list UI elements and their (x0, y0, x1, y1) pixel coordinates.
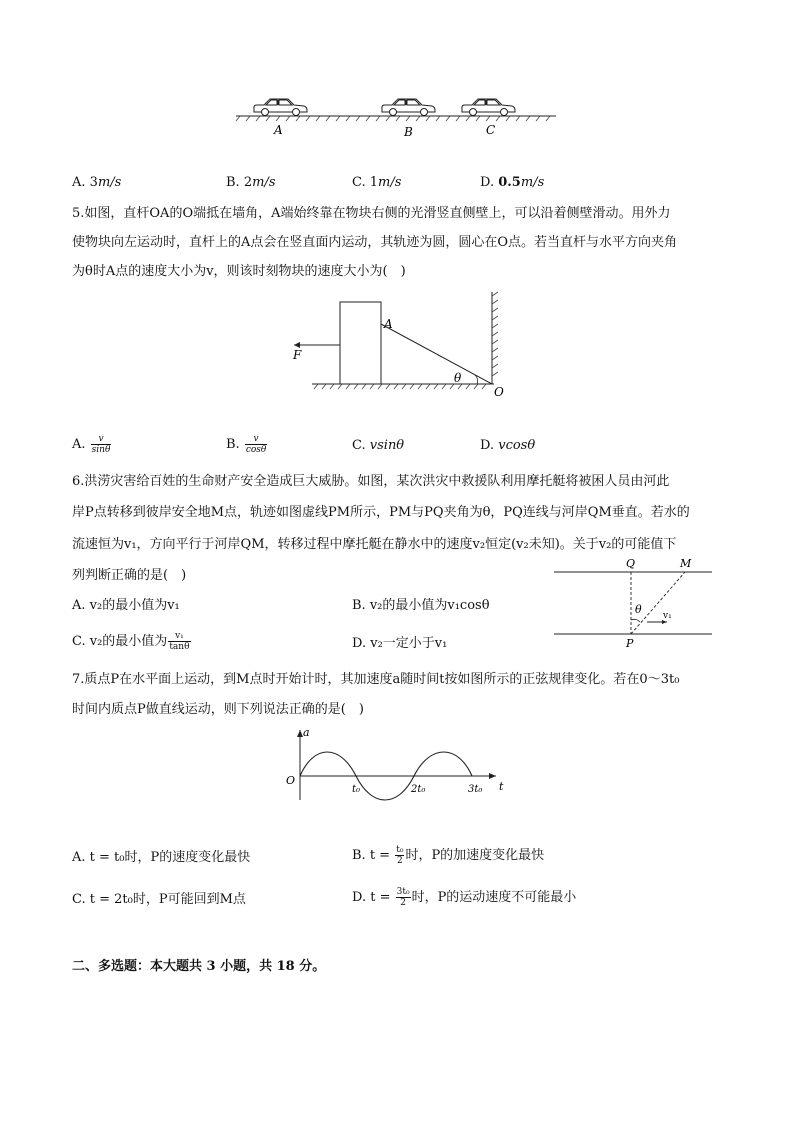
q7-stem-line1: 7.质点P在水平面上运动，到M点时开始计时，其加速度a随时间t按如图所示的正弦规律变化。若在0～3t₀ (72, 672, 680, 687)
car-icon (382, 99, 435, 116)
svg-text:t: t (499, 780, 504, 793)
label-c: C (486, 123, 496, 137)
q6-stem-line4: 列判断正确的是( ) (72, 568, 187, 583)
q5-option-a[interactable]: A. $\frac{v}{\sin\theta}$ (72, 434, 111, 455)
q5-stem-line3: 为θ时A点的速度大小为v，则该时刻物块的速度大小为( ) (72, 264, 406, 279)
svg-text:v₁: v₁ (663, 611, 672, 621)
svg-text:t₀: t₀ (352, 784, 361, 795)
svg-text:θ: θ (454, 371, 462, 385)
section-2-heading: 二、多选题：本大题共 3 小题，共 18 分。 (72, 959, 326, 974)
svg-text:3t₀: 3t₀ (468, 784, 483, 795)
q6-figure (552, 556, 717, 650)
q4-option-b[interactable]: B. 2m/s (226, 175, 276, 190)
q4-option-c[interactable]: C. 1m/s (352, 175, 402, 190)
q6-option-d[interactable]: D. v₂一定小于v₁ (352, 636, 448, 651)
q6-stem-line1: 6.洪涝灾害给百姓的生命财产安全造成巨大威胁。如图，某次洪灾中救援队利用摩托艇将被困人员由河此 (72, 474, 670, 489)
q7-option-d[interactable]: D. t = $\frac{\text{3t₀}}{2}$ 时，P的运动速度不可能最小 (352, 887, 577, 908)
svg-text:Q: Q (626, 557, 636, 570)
q4-option-d[interactable]: D. 0.5m/s (480, 175, 545, 190)
q5-option-d[interactable]: D. vcosθ (480, 438, 536, 453)
svg-text:a: a (303, 726, 310, 739)
q7-option-b[interactable]: B. t = $\frac{\text{t₀}}{2}$ 时，P的加速度变化最快 (352, 845, 545, 866)
q5-option-b[interactable]: B. $\frac{v}{\cos\theta}$ (226, 434, 267, 455)
q5-figure (280, 290, 510, 400)
q6-option-a[interactable]: A. v₂的最小值为v₁ (72, 598, 180, 613)
q6-option-c[interactable]: C. v₂的最小值为 $\frac{\text{v₁}}{\tan\theta}$ (72, 631, 190, 652)
car-icon (462, 99, 515, 116)
q5-option-c[interactable]: C. vsinθ (352, 438, 405, 453)
q7-option-a[interactable]: A. t = t₀时，P的速度变化最快 (72, 850, 251, 865)
q7-figure (280, 726, 510, 802)
q5-stem-line1: 5.如图，直杆OA的O端抵在墙角，A端始终靠在物块右侧的光滑竖直侧壁上，可以沿着侧壁滑动。用外力 (72, 206, 671, 221)
svg-text:P: P (626, 637, 634, 650)
svg-text:O: O (286, 774, 296, 787)
svg-text:A: A (384, 317, 393, 331)
block (340, 302, 381, 384)
svg-text:M: M (680, 557, 692, 570)
q6-stem-line3: 流速恒为v₁，方向平行于河岸QM，转移过程中摩托艇在静水中的速度v₂恒定(v₂未知)。关于v₂的可能值下 (72, 537, 677, 552)
svg-text:θ: θ (635, 603, 642, 616)
label-b: B (404, 125, 413, 139)
q5-stem-line2: 使物块向左运动时，直杆上的A点会在竖直面内运动，其轨迹为圆，圆心在O点。若当直杆与水平方向夹角 (72, 235, 678, 250)
svg-text:2t₀: 2t₀ (411, 784, 426, 795)
label-a: A (274, 123, 283, 137)
q6-option-b[interactable]: B. v₂的最小值为v₁cosθ (352, 598, 490, 613)
q7-stem-line2: 时间内质点P做直线运动，则下列说法正确的是( ) (72, 702, 364, 717)
svg-text:F: F (293, 348, 302, 362)
q4-option-a[interactable]: A. 3m/s (72, 175, 122, 190)
q7-option-c[interactable]: C. t = 2t₀时，P可能回到M点 (72, 892, 246, 907)
car-icon (254, 99, 307, 116)
svg-text:O: O (494, 385, 504, 399)
cars-figure (230, 88, 560, 148)
q6-stem-line2: 岸P点转移到彼岸安全地M点，轨迹如图虚线PM所示，PM与PQ夹角为θ，PQ连线与河岸QM垂直。若水的 (72, 505, 690, 520)
